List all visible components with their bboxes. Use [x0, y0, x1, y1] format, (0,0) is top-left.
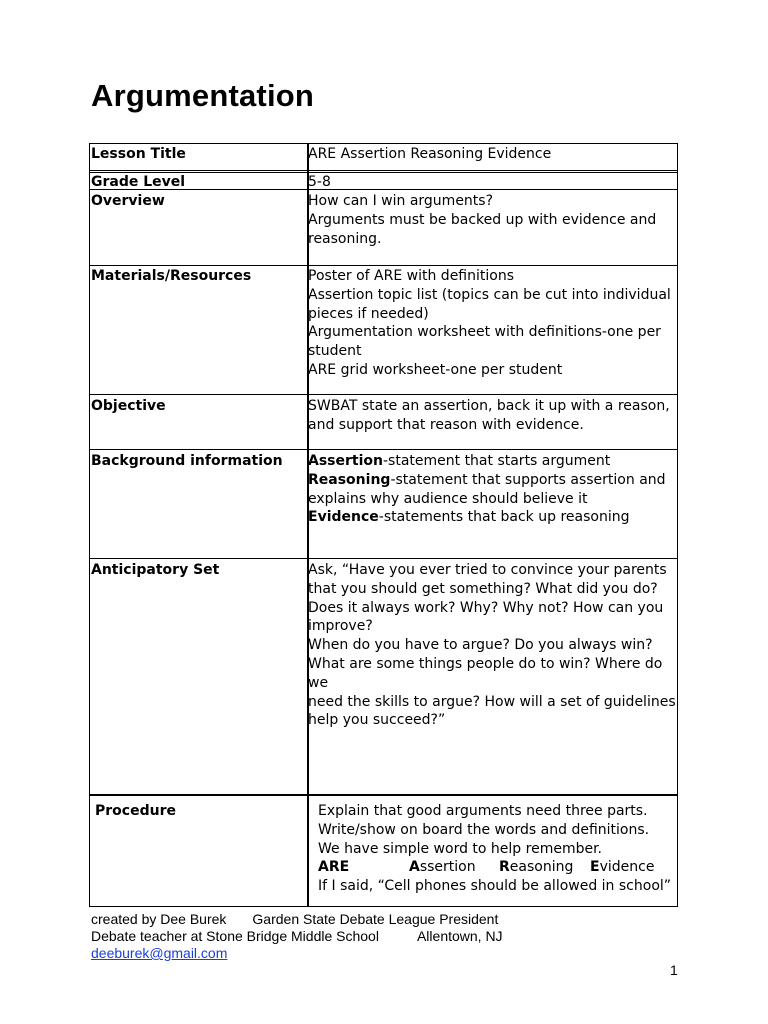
row-procedure [89, 796, 678, 906]
definition-reasoning [308, 471, 676, 490]
term-evidence: Evidence [308, 509, 379, 526]
text-line: Explain that good arguments need three parts. [318, 803, 648, 819]
text-line: Write/show on board the words and definitions. [318, 821, 650, 838]
initial-r: R [499, 859, 510, 876]
text-line: We have simple word to help remember. [318, 840, 602, 857]
row-objective [89, 396, 678, 449]
text-line: When do you have to argue? Do you always win? [308, 637, 653, 654]
footer-author: created by Dee Burek [91, 911, 227, 927]
footer-location: Allentown, NJ [416, 928, 503, 944]
label-anticipatory-set: Anticipatory Set [91, 562, 220, 578]
footer-line-2 [91, 928, 503, 945]
row-overview [89, 191, 678, 265]
rest-evidence: vidence [599, 859, 655, 876]
row-grade-level [89, 172, 678, 189]
def-reasoning: -statement that supports assertion and [390, 471, 666, 488]
value-procedure [308, 796, 678, 906]
text-line: student [308, 343, 362, 360]
row-divider [89, 558, 678, 559]
text-line: Assertion topic list (topics can be cut into individual [308, 286, 671, 303]
text-line: reasoning. [308, 230, 382, 247]
are-evidence [590, 858, 654, 877]
page-number: 1 [670, 962, 678, 978]
are-assertion [409, 858, 499, 877]
def-evidence: -statements that back up reasoning [378, 509, 630, 526]
label-background: Background information [91, 453, 283, 469]
term-reasoning: Reasoning [308, 471, 391, 488]
text-line: Does it always work? Why? Why not? How can you [308, 599, 664, 616]
row-divider [89, 394, 678, 395]
text-line: Argumentation worksheet with definitions-one per [308, 324, 661, 341]
row-background [89, 451, 678, 558]
initial-a: A [409, 859, 420, 876]
rest-reasoning: easoning [509, 859, 574, 876]
text-line: ARE grid worksheet-one per student [308, 361, 563, 378]
value-objective [308, 396, 678, 449]
text-line: help you succeed?” [308, 712, 446, 729]
row-anticipatory-set [89, 560, 678, 794]
value-lesson-title: ARE Assertion Reasoning Evidence [308, 146, 552, 162]
text-line: If I said, “Cell phones should be allowed in school” [318, 878, 672, 895]
value-anticipatory-set [308, 560, 678, 794]
text-line: What are some things people do to win? Where do we [308, 655, 663, 691]
text-line: How can I win arguments? [308, 193, 494, 209]
label-procedure: Procedure [95, 803, 176, 819]
text-line: Arguments must be backed up with evidence and [308, 211, 657, 228]
lesson-table [89, 143, 678, 907]
document-title: Argumentation [91, 78, 315, 113]
text-line: and support that reason with evidence. [308, 416, 584, 433]
text-line: Poster of ARE with definitions [308, 268, 515, 284]
initial-e: E [590, 859, 600, 876]
row-materials [89, 266, 678, 394]
text-line: that you should get something? What did you do? [308, 580, 658, 597]
label-materials: Materials/Resources [91, 268, 252, 284]
value-background [308, 451, 678, 558]
row-lesson-title [89, 144, 678, 170]
definition-evidence [308, 508, 676, 527]
footer-league: Garden State Debate League President [252, 911, 499, 927]
definition-assertion [308, 452, 676, 471]
def-assertion: -statement that starts argument [382, 453, 611, 469]
text-line: pieces if needed) [308, 305, 429, 322]
are-reasoning [499, 858, 590, 877]
text-line: explains why audience should believe it [308, 490, 588, 507]
label-objective: Objective [91, 398, 166, 414]
row-divider [89, 170, 678, 171]
value-overview [308, 191, 678, 265]
footer-email-link[interactable]: deeburek@gmail.com [91, 945, 228, 961]
term-assertion: Assertion [308, 453, 383, 469]
label-lesson-title: Lesson Title [91, 146, 186, 162]
value-materials [308, 266, 678, 394]
text-line: Ask, “Have you ever tried to convince your parents [308, 562, 667, 578]
text-line: improve? [308, 618, 373, 635]
footer-teacher: Debate teacher at Stone Bridge Middle School [91, 928, 379, 944]
row-divider [89, 449, 678, 450]
value-grade-level: 5-8 [308, 174, 331, 190]
footer-line-1 [91, 911, 503, 928]
table-border-bottom [89, 906, 678, 907]
are-acronym-row [318, 858, 676, 877]
label-overview: Overview [91, 193, 165, 209]
text-line: SWBAT state an assertion, back it up with a reason, [308, 398, 670, 414]
label-grade-level: Grade Level [91, 174, 186, 190]
text-line: need the skills to argue? How will a set of guidelines [308, 693, 676, 710]
document-footer [91, 911, 503, 962]
are-acronym: ARE [318, 859, 350, 876]
rest-assertion: ssertion [419, 859, 476, 876]
